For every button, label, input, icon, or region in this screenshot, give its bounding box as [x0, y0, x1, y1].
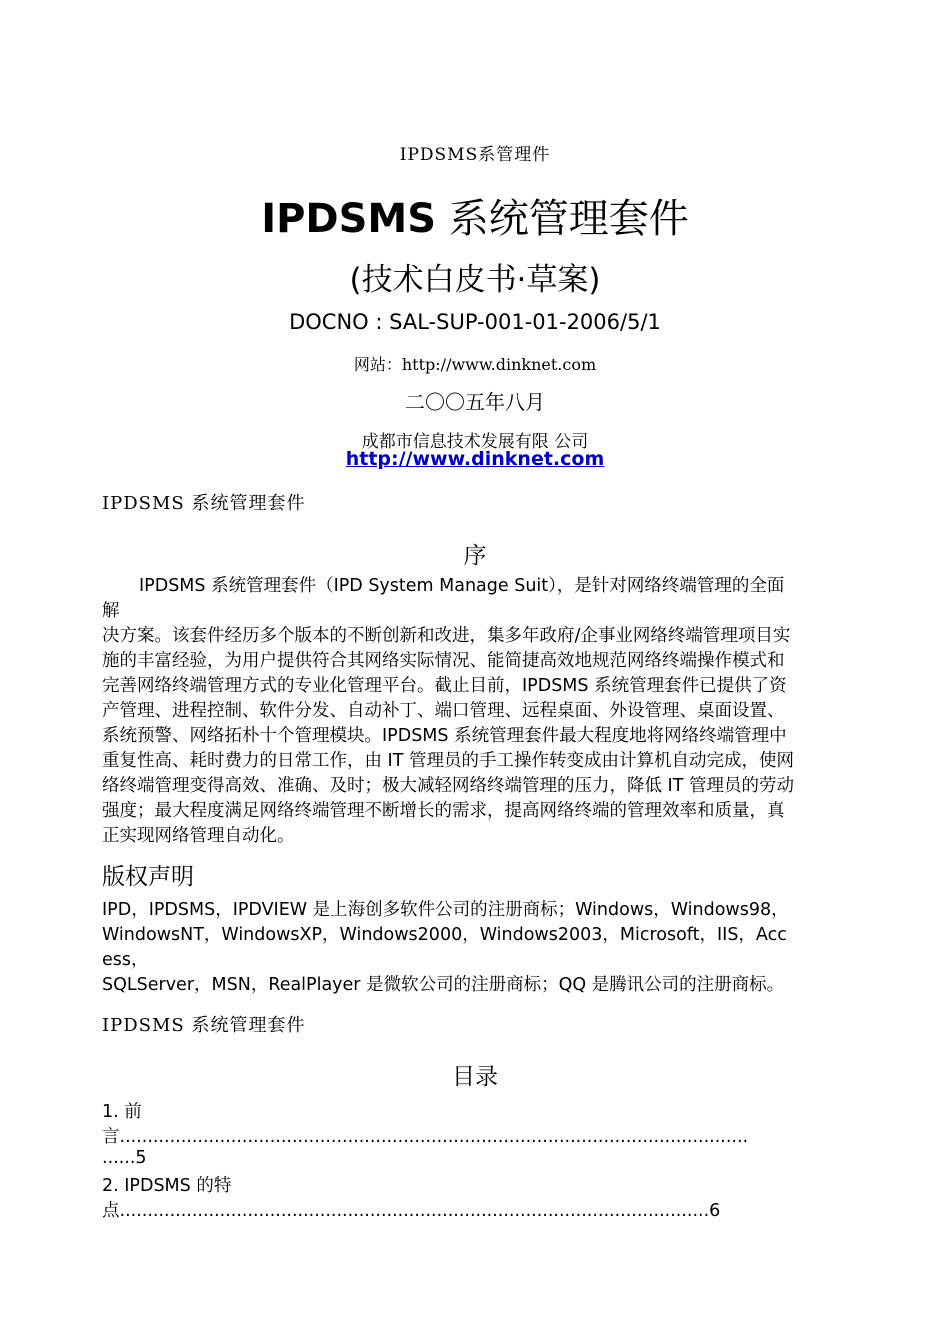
company-name: 成都市信息技术发展有限 公司	[361, 432, 589, 452]
website-url: http://www.dinknet.com	[401, 355, 597, 374]
copyright-line: IPD，IPDSMS，IPDVIEW 是上海创多软件公司的注册商标；Windows，Windows98，	[102, 900, 789, 920]
toc-entry-line[interactable]: 点..........................................................................................................6	[102, 1201, 721, 1221]
toc-entry-line: 1. 前	[102, 1102, 142, 1122]
section-running-header: IPDSMS 系统管理套件	[102, 493, 306, 514]
copyright-title: 版权声明	[102, 864, 194, 890]
preface-line: IPDSMS 系统管理套件（IPD System Manage Suit），是针对网络终端管理的全面	[139, 576, 785, 596]
preface-line: 完善网络终端管理方式的专业化管理平台。截止目前，IPDSMS 系统管理套件已提供了资	[102, 676, 787, 696]
toc-entry-line[interactable]: 言.................................................................................................................	[102, 1127, 749, 1147]
publication-date: 二〇〇五年八月	[405, 390, 545, 414]
company-link-text[interactable]: http://www.dinknet.com	[345, 448, 605, 470]
preface-line: 决方案。该套件经历多个版本的不断创新和改进，集多年政府/企事业网络终端管理项目实	[102, 626, 791, 646]
toc-entry-line[interactable]: ......5	[102, 1148, 147, 1168]
preface-line: 强度；最大程度满足网络终端管理不断增长的需求，提高网络终端的管理效率和质量，真	[102, 801, 785, 821]
copyright-line: SQLServer，MSN，RealPlayer 是微软公司的注册商标；QQ 是腾讯公司的注册商标。	[102, 975, 785, 995]
copyright-line: ess，	[102, 950, 149, 970]
company-link	[0, 448, 950, 470]
section-running-header: IPDSMS 系统管理套件	[102, 1015, 306, 1036]
document-number: DOCNO : SAL-SUP-001-01-2006/5/1	[289, 310, 661, 334]
title-product-name: IPDSMS	[261, 196, 437, 242]
running-header: IPDSMS系管理件	[399, 145, 551, 165]
preface-line: 正实现网络管理自动化。	[102, 826, 295, 846]
website-line	[0, 352, 950, 375]
preface-title: 序	[463, 543, 487, 569]
website-label: 网站：	[353, 355, 402, 374]
document-title	[0, 187, 950, 244]
title-suffix: 系统管理套件	[436, 196, 689, 242]
preface-line: 施的丰富经验，为用户提供符合其网络实际情况、能简捷高效地规范网络终端操作模式和	[102, 651, 785, 671]
toc-title: 目录	[452, 1064, 498, 1090]
toc-entry-line: 2. IPDSMS 的特	[102, 1176, 232, 1196]
copyright-line: WindowsNT，WindowsXP，Windows2000，Windows2003，Microsoft，IIS，Acc	[102, 925, 787, 945]
preface-line: 络终端管理变得高效、准确、及时；极大减轻网络终端管理的压力，降低 IT 管理员的劳动	[102, 776, 794, 796]
preface-line: 系统预警、网络拓朴十个管理模块。IPDSMS 系统管理套件最大程度地将网络终端管理中	[102, 726, 787, 746]
preface-line: 解	[102, 601, 120, 621]
preface-line: 产管理、进程控制、软件分发、自动补丁、端口管理、远程桌面、外设管理、桌面设置、	[102, 701, 785, 721]
document-subtitle: (技术白皮书·草案)	[349, 262, 601, 298]
preface-line: 重复性高、耗时费力的日常工作，由 IT 管理员的手工操作转变成由计算机自动完成，使网	[102, 751, 794, 771]
